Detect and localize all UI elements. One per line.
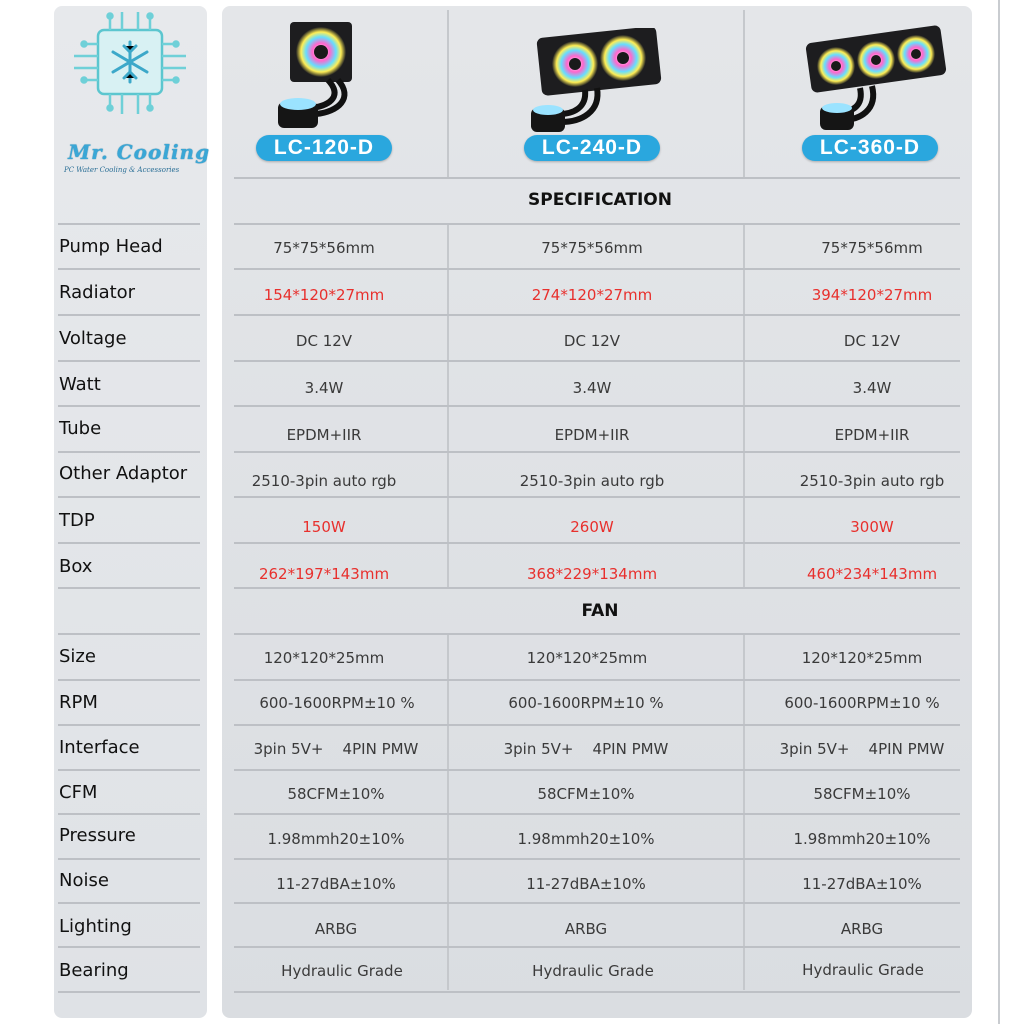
cell-interface-lc-360-d: 3pin 5V+ 4PIN PMW	[779, 740, 945, 758]
cell-bearing-lc-360-d: Hydraulic Grade	[802, 961, 924, 979]
model-badge-lc-120-d: LC-120-D	[256, 135, 392, 161]
row-divider	[234, 587, 960, 589]
row-divider	[234, 633, 960, 635]
row-label-voltage: Voltage	[59, 328, 127, 349]
cell-interface-lc-240-d: 3pin 5V+ 4PIN PMW	[503, 740, 669, 758]
row-divider	[58, 769, 200, 771]
cell-pressure-lc-360-d: 1.98mmh20±10%	[793, 830, 931, 848]
cell-rpm-lc-120-d: 600-1600RPM±10 %	[259, 694, 415, 712]
cell-tube-lc-240-d: EPDM+IIR	[554, 426, 630, 444]
row-divider	[234, 724, 960, 726]
row-divider	[58, 314, 200, 316]
cell-box-lc-240-d: 368*229*134mm	[526, 565, 658, 583]
row-divider	[234, 813, 960, 815]
cell-interface-lc-120-d: 3pin 5V+ 4PIN PMW	[253, 740, 419, 758]
row-divider	[58, 858, 200, 860]
cell-other-adaptor-lc-240-d: 2510-3pin auto rgb	[519, 472, 665, 490]
row-label-cfm: CFM	[59, 782, 98, 803]
cell-lighting-lc-360-d: ARBG	[840, 920, 884, 938]
row-divider	[58, 360, 200, 362]
row-divider	[234, 177, 960, 179]
row-divider	[58, 268, 200, 270]
row-divider	[234, 314, 960, 316]
cell-rpm-lc-360-d: 600-1600RPM±10 %	[784, 694, 940, 712]
cell-cfm-lc-360-d: 58CFM±10%	[813, 785, 911, 803]
cell-watt-lc-240-d: 3.4W	[572, 379, 612, 397]
row-divider	[234, 679, 960, 681]
cell-noise-lc-360-d: 11-27dBA±10%	[802, 875, 922, 893]
row-divider	[234, 451, 960, 453]
row-divider	[234, 946, 960, 948]
section-title-fan: FAN	[581, 601, 619, 621]
cell-pump-head-lc-120-d: 75*75*56mm	[273, 239, 375, 257]
cell-box-lc-120-d: 262*197*143mm	[258, 565, 390, 583]
cell-tdp-lc-120-d: 150W	[302, 518, 346, 536]
row-label-pressure: Pressure	[59, 825, 136, 846]
row-divider	[58, 991, 200, 993]
cell-noise-lc-120-d: 11-27dBA±10%	[276, 875, 396, 893]
cell-pressure-lc-120-d: 1.98mmh20±10%	[267, 830, 405, 848]
page-edge-divider	[998, 0, 1000, 1024]
row-divider	[58, 679, 200, 681]
cell-cfm-lc-240-d: 58CFM±10%	[537, 785, 635, 803]
row-divider	[234, 268, 960, 270]
cell-other-adaptor-lc-120-d: 2510-3pin auto rgb	[251, 472, 397, 490]
cell-watt-lc-360-d: 3.4W	[852, 379, 892, 397]
cell-pressure-lc-240-d: 1.98mmh20±10%	[517, 830, 655, 848]
cell-bearing-lc-240-d: Hydraulic Grade	[532, 962, 654, 980]
cell-pump-head-lc-240-d: 75*75*56mm	[541, 239, 643, 257]
row-label-box: Box	[59, 556, 93, 577]
cell-voltage-lc-120-d: DC 12V	[295, 332, 353, 350]
row-divider	[234, 496, 960, 498]
section-title-specification: SPECIFICATION	[528, 190, 672, 210]
row-divider	[234, 542, 960, 544]
cell-radiator-lc-120-d: 154*120*27mm	[263, 286, 385, 304]
cell-cfm-lc-120-d: 58CFM±10%	[287, 785, 385, 803]
cell-pump-head-lc-360-d: 75*75*56mm	[821, 239, 923, 257]
column-divider	[743, 634, 745, 990]
row-divider	[234, 405, 960, 407]
row-label-watt: Watt	[59, 374, 101, 395]
cell-radiator-lc-360-d: 394*120*27mm	[811, 286, 933, 304]
cell-size-lc-120-d: 120*120*25mm	[263, 649, 385, 667]
cell-tdp-lc-240-d: 260W	[570, 518, 614, 536]
cell-size-lc-240-d: 120*120*25mm	[526, 649, 648, 667]
row-label-rpm: RPM	[59, 692, 98, 713]
row-label-radiator: Radiator	[59, 282, 136, 303]
row-label-pump-head: Pump Head	[59, 236, 163, 257]
column-divider	[447, 10, 449, 178]
cell-tube-lc-360-d: EPDM+IIR	[834, 426, 910, 444]
lc-240-d-cooler-image	[525, 28, 665, 134]
row-divider	[234, 360, 960, 362]
lc-360-d-cooler-image	[800, 24, 950, 132]
brand-name: Mr. Cooling	[68, 140, 211, 164]
cell-box-lc-360-d: 460*234*143mm	[806, 565, 938, 583]
row-divider	[58, 902, 200, 904]
row-divider	[58, 587, 200, 589]
column-divider	[447, 634, 449, 990]
cell-watt-lc-120-d: 3.4W	[304, 379, 344, 397]
cell-bearing-lc-120-d: Hydraulic Grade	[281, 962, 403, 980]
row-label-lighting: Lighting	[59, 916, 132, 937]
cell-noise-lc-240-d: 11-27dBA±10%	[526, 875, 646, 893]
row-divider	[58, 724, 200, 726]
row-divider	[58, 946, 200, 948]
column-divider	[743, 10, 745, 178]
cell-lighting-lc-120-d: ARBG	[314, 920, 358, 938]
row-divider	[234, 769, 960, 771]
row-divider	[234, 902, 960, 904]
row-divider	[58, 451, 200, 453]
model-badge-lc-240-d: LC-240-D	[524, 135, 660, 161]
row-divider	[58, 405, 200, 407]
row-divider	[234, 223, 960, 225]
cell-voltage-lc-360-d: DC 12V	[843, 332, 901, 350]
cell-size-lc-360-d: 120*120*25mm	[801, 649, 923, 667]
row-divider	[58, 813, 200, 815]
row-label-size: Size	[59, 646, 96, 667]
cell-radiator-lc-240-d: 274*120*27mm	[531, 286, 653, 304]
cell-tdp-lc-360-d: 300W	[850, 518, 894, 536]
row-divider	[58, 223, 200, 225]
cell-rpm-lc-240-d: 600-1600RPM±10 %	[508, 694, 664, 712]
row-divider	[234, 991, 960, 993]
row-label-bearing: Bearing	[59, 960, 129, 981]
row-label-noise: Noise	[59, 870, 109, 891]
row-divider	[58, 633, 200, 635]
row-divider	[58, 542, 200, 544]
row-label-other-adaptor: Other Adaptor	[59, 463, 188, 484]
row-divider	[234, 858, 960, 860]
row-divider	[58, 496, 200, 498]
row-label-tdp: TDP	[59, 510, 95, 531]
cell-lighting-lc-240-d: ARBG	[564, 920, 608, 938]
cell-voltage-lc-240-d: DC 12V	[563, 332, 621, 350]
lc-120-d-cooler-image	[272, 20, 382, 132]
cell-other-adaptor-lc-360-d: 2510-3pin auto rgb	[799, 472, 945, 490]
model-badge-lc-360-d: LC-360-D	[802, 135, 938, 161]
cell-tube-lc-120-d: EPDM+IIR	[286, 426, 362, 444]
row-label-interface: Interface	[59, 737, 140, 758]
brand-tagline: PC Water Cooling & Accessories	[64, 166, 180, 174]
row-label-tube: Tube	[59, 418, 102, 439]
